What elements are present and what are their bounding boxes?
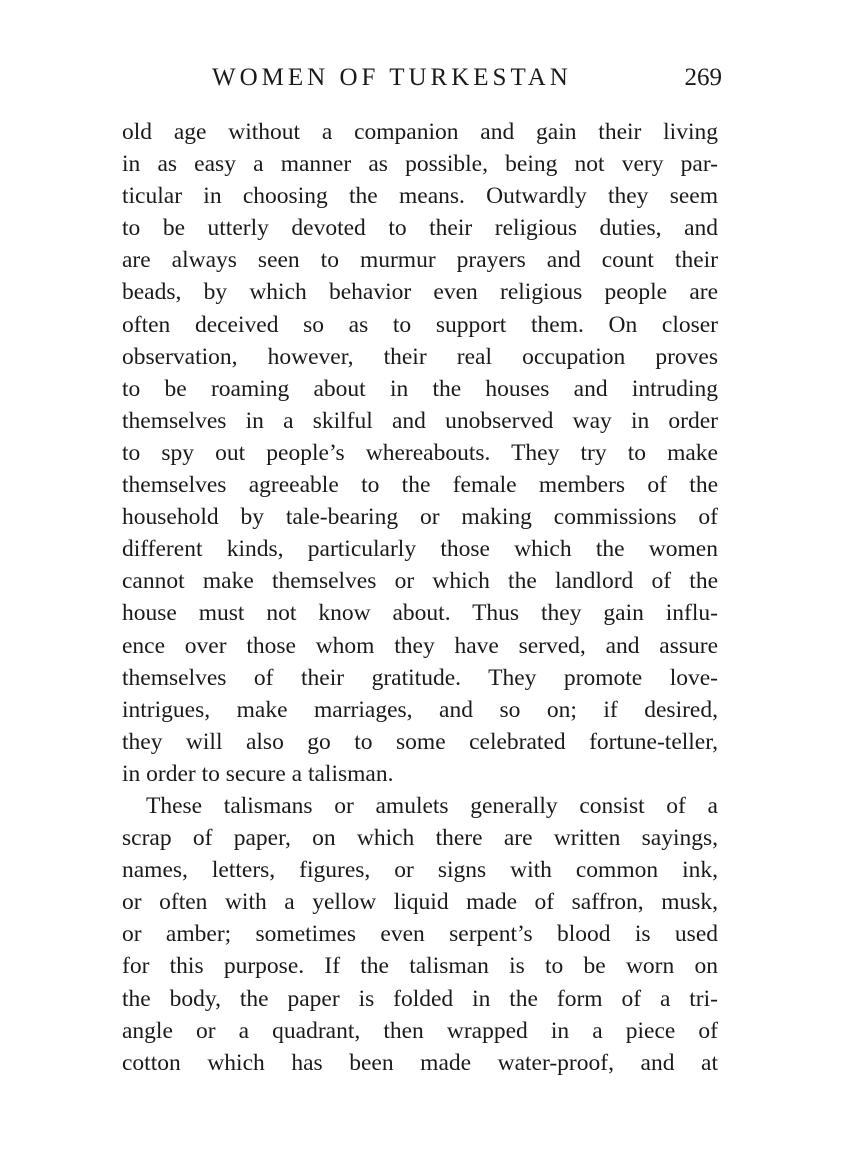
text-line: themselves agreeable to the female members of the — [122, 472, 718, 499]
text-line: or amber; sometimes even serpent’s blood is used — [122, 921, 718, 948]
text-line: the body, the paper is folded in the form of a tri- — [122, 985, 718, 1012]
text-line: cotton which has been made water-proof, and at — [122, 1049, 718, 1076]
text-line: old age without a companion and gain their living — [122, 119, 718, 145]
text-line: observation, however, their real occupation proves — [122, 343, 718, 370]
text-line: for this purpose. If the talisman is to be worn on — [122, 953, 718, 980]
running-title: WOMEN OF TURKESTAN — [212, 64, 572, 91]
text-line: in order to secure a talisman. — [122, 760, 394, 787]
text-line: These talismans or amulets generally consist of a — [146, 792, 718, 819]
text-line: scrap of paper, on which there are written sayings, — [122, 825, 718, 852]
paragraph — [122, 790, 718, 1079]
text-line: to be utterly devoted to their religious duties, and — [122, 215, 718, 242]
running-head — [122, 64, 722, 104]
page-number: 269 — [684, 64, 722, 91]
text-line: themselves in a skilful and unobserved way in order — [122, 407, 718, 434]
text-line: house must not know about. Thus they gain influ- — [122, 600, 718, 627]
text-line: often deceived so as to support them. On closer — [122, 311, 718, 338]
text-line: beads, by which behavior even religious people are — [122, 279, 718, 306]
text-line: intrigues, make marriages, and so on; if desired, — [122, 696, 718, 723]
text-line: they will also go to some celebrated fortune-teller, — [122, 728, 718, 755]
text-line: cannot make themselves or which the landlord of the — [122, 568, 718, 595]
text-line: to spy out people’s whereabouts. They try to make — [122, 439, 718, 466]
text-line: different kinds, particularly those which the women — [122, 536, 718, 563]
text-line: ticular in choosing the means. Outwardly they seem — [122, 183, 718, 210]
text-line: ence over those whom they have served, and assure — [122, 632, 718, 659]
paragraph — [122, 116, 718, 790]
text-line: or often with a yellow liquid made of saffron, musk, — [122, 889, 718, 916]
text-line: themselves of their gratitude. They promote love- — [122, 664, 718, 691]
text-line: angle or a quadrant, then wrapped in a piece of — [122, 1017, 718, 1044]
body-text — [122, 116, 718, 1079]
text-line: to be roaming about in the houses and intruding — [122, 375, 718, 402]
text-line: household by tale-bearing or making commissions of — [122, 504, 718, 531]
text-line: names, letters, figures, or signs with common ink, — [122, 857, 718, 884]
text-line: in as easy a manner as possible, being not very par- — [122, 151, 718, 178]
text-line: are always seen to murmur prayers and count their — [122, 247, 718, 274]
